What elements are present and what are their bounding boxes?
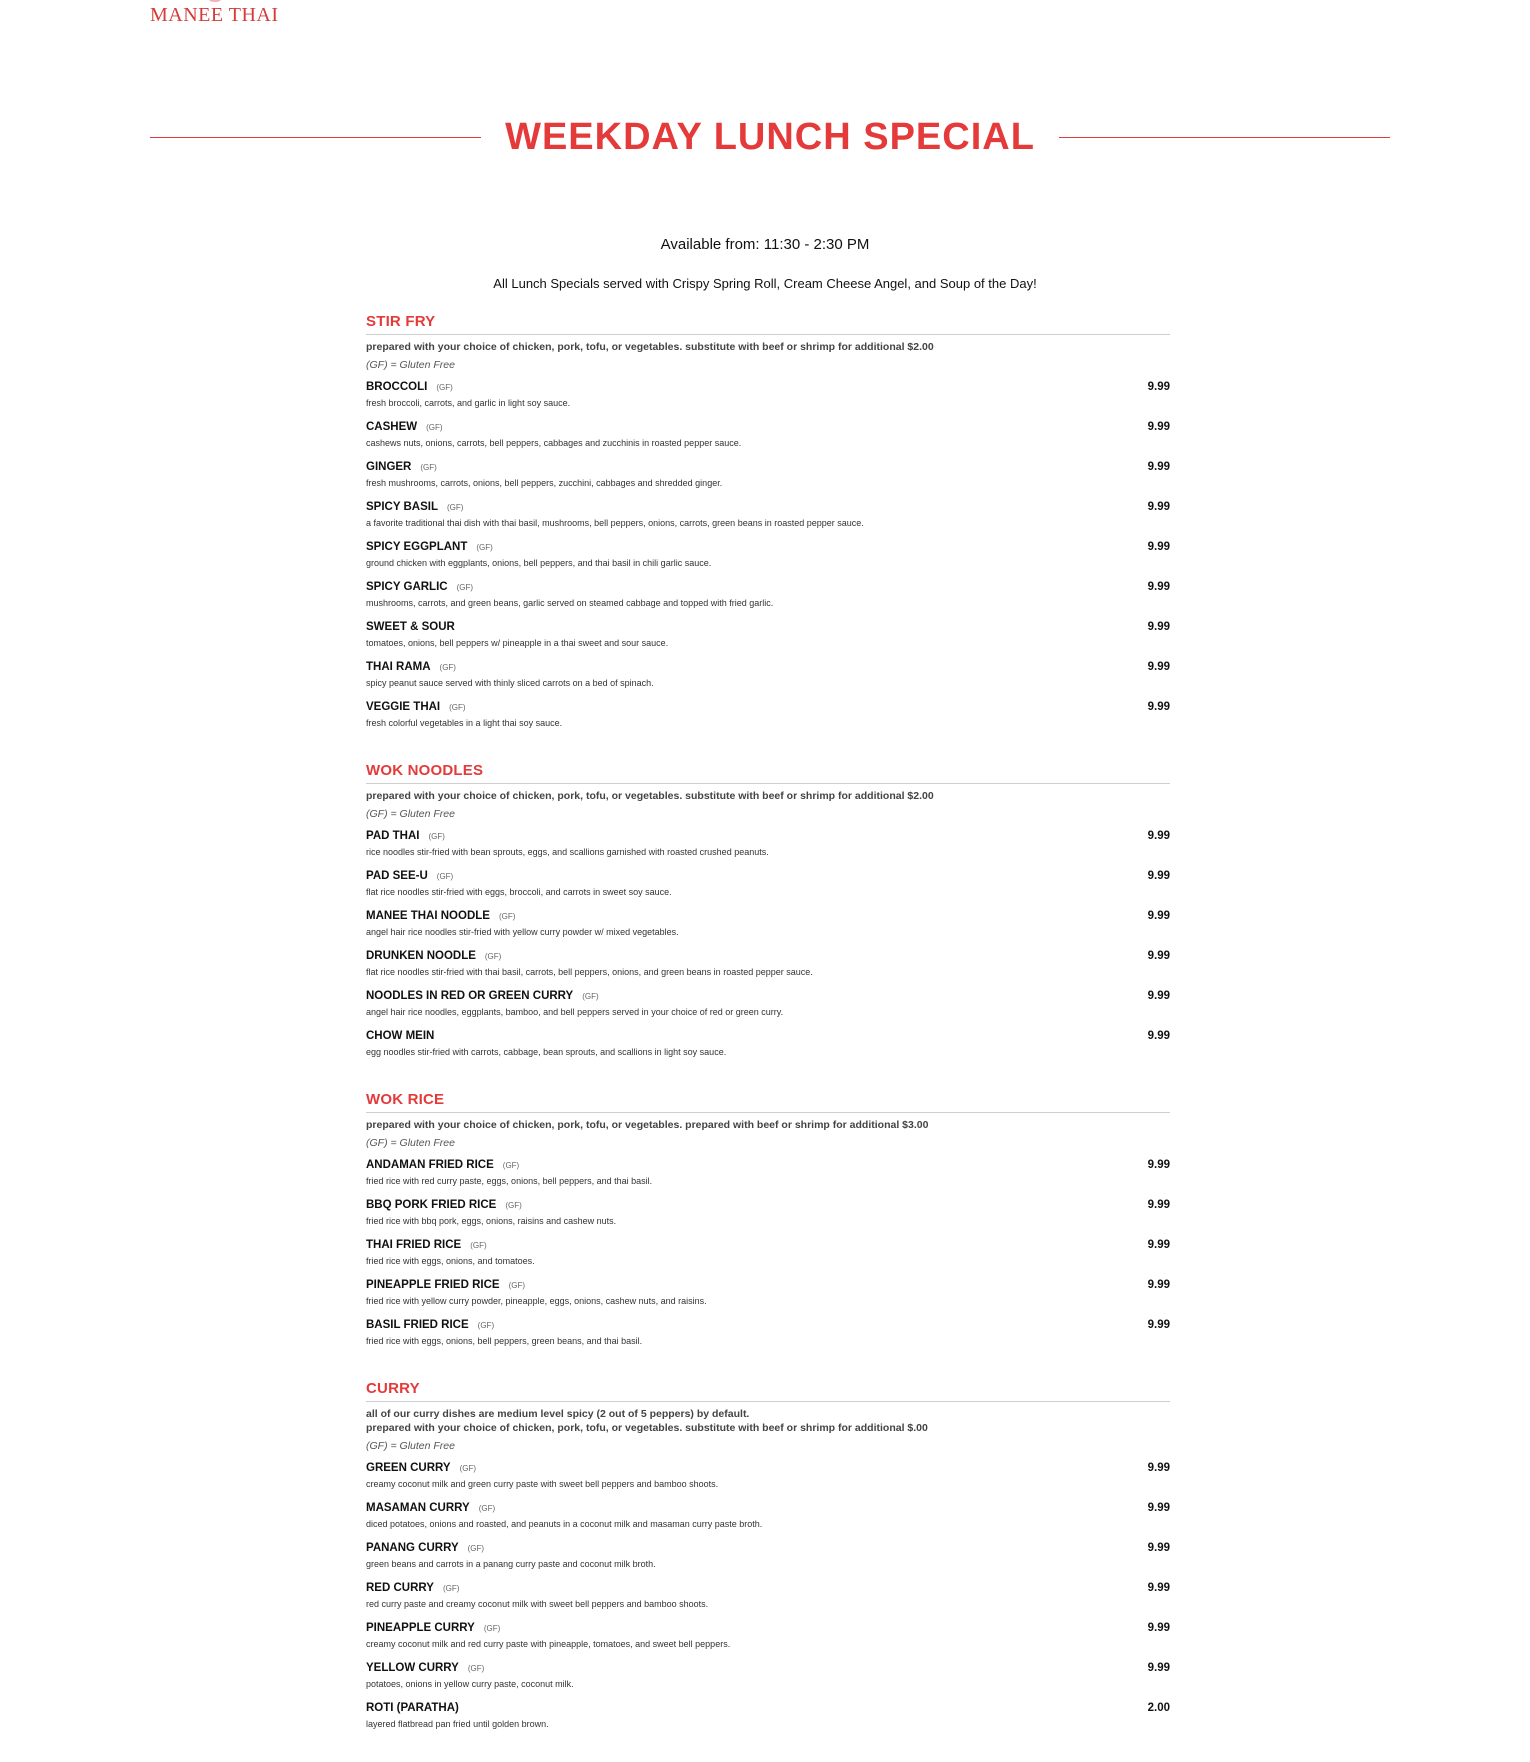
menu-item-description: creamy coconut milk and green curry paste with sweet bell peppers and bamboo shoots. bbox=[366, 1479, 719, 1489]
menu-item-price: 9.99 bbox=[1147, 661, 1170, 673]
menu-item-header bbox=[366, 950, 1170, 966]
menu-item-price: 9.99 bbox=[1147, 1542, 1170, 1554]
menu-item-header bbox=[366, 1462, 1170, 1478]
menu-item-price: 9.99 bbox=[1147, 1030, 1170, 1042]
menu-item-description: fried rice with eggs, onions, and tomatoes. bbox=[366, 1256, 535, 1266]
menu-item-name: PAD SEE-U bbox=[366, 870, 428, 882]
menu-item-list bbox=[366, 1462, 1170, 1742]
menu-item-header bbox=[366, 1662, 1170, 1678]
menu-item-price: 9.99 bbox=[1147, 1159, 1170, 1171]
menu-item-description: layered flatbread pan fried until golden brown. bbox=[366, 1719, 549, 1729]
menu-item-description: fried rice with eggs, onions, bell peppers, green beans, and thai basil. bbox=[366, 1336, 643, 1346]
menu-item-price: 9.99 bbox=[1147, 621, 1170, 633]
menu-item-header bbox=[366, 1159, 1170, 1175]
menu-item-header bbox=[366, 910, 1170, 926]
menu-item-description: fried rice with bbq pork, eggs, onions, raisins and cashew nuts. bbox=[366, 1216, 617, 1226]
menu-item-price: 9.99 bbox=[1147, 1622, 1170, 1634]
menu-item bbox=[366, 910, 1170, 950]
menu-item-description: angel hair rice noodles stir-fried with yellow curry powder w/ mixed vegetables. bbox=[366, 927, 679, 937]
menu-item-name: SPICY GARLIC bbox=[366, 581, 448, 593]
menu-item-name: THAI FRIED RICE bbox=[366, 1239, 462, 1251]
menu-item-header bbox=[366, 421, 1170, 437]
menu-item-name: PANANG CURRY bbox=[366, 1542, 459, 1554]
gluten-free-badge: (GF) bbox=[467, 1544, 485, 1553]
menu-item-price: 2.00 bbox=[1147, 1702, 1170, 1714]
menu-item-header bbox=[366, 1030, 1170, 1046]
section-title: WOK RICE bbox=[366, 1090, 1170, 1113]
menu-item bbox=[366, 1702, 1170, 1742]
gluten-free-badge: (GF) bbox=[502, 1161, 520, 1170]
gluten-free-badge: (GF) bbox=[420, 463, 437, 472]
menu-item-description: rice noodles stir-fried with bean sprouts, eggs, and scallions garnished with roasted crushed peanuts. bbox=[366, 847, 769, 857]
menu-item-price: 9.99 bbox=[1147, 1462, 1170, 1474]
menu-item-description: mushrooms, carrots, and green beans, garlic served on steamed cabbage and topped with fried garlic. bbox=[366, 598, 774, 608]
menu-item-header bbox=[366, 1279, 1170, 1295]
menu-item bbox=[366, 1030, 1170, 1070]
menu-item-price: 9.99 bbox=[1147, 990, 1170, 1002]
menu-item-name: BROCCOLI bbox=[366, 381, 428, 393]
section-title: STIR FRY bbox=[366, 312, 1170, 335]
menu-item-name: MANEE THAI NOODLE bbox=[366, 910, 490, 922]
menu-section bbox=[366, 1379, 1170, 1742]
menu-item bbox=[366, 701, 1170, 741]
menu-item-header bbox=[366, 1319, 1170, 1335]
gluten-free-badge: (GF) bbox=[505, 1201, 522, 1210]
menu-item-name: PINEAPPLE CURRY bbox=[366, 1622, 475, 1634]
menu-item-header bbox=[366, 870, 1170, 886]
menu-item-header bbox=[366, 1199, 1170, 1215]
menu-item-price: 9.99 bbox=[1147, 1279, 1170, 1291]
menu-item-header bbox=[366, 1582, 1170, 1598]
section-note: prepared with your choice of chicken, pork, tofu, or vegetables. substitute with beef or shrimp for additional $2.00 bbox=[366, 341, 934, 353]
menu-item-name: NOODLES IN RED OR GREEN CURRY bbox=[366, 990, 574, 1002]
menu-item bbox=[366, 1199, 1170, 1239]
menu-section bbox=[366, 312, 1170, 741]
menu-item-price: 9.99 bbox=[1147, 950, 1170, 962]
menu-item bbox=[366, 1542, 1170, 1582]
gluten-free-note: (GF) = Gluten Free bbox=[366, 359, 455, 371]
gluten-free-badge: (GF) bbox=[477, 1321, 495, 1330]
menu-item-description: cashews nuts, onions, carrots, bell peppers, cabbages and zucchinis in roasted pepper sauce. bbox=[366, 438, 742, 448]
menu-item-name: CHOW MEIN bbox=[366, 1030, 435, 1042]
menu-item bbox=[366, 541, 1170, 581]
menu-item bbox=[366, 830, 1170, 870]
menu-item-name: CASHEW bbox=[366, 421, 418, 433]
menu-item bbox=[366, 1662, 1170, 1702]
menu-item-price: 9.99 bbox=[1147, 1582, 1170, 1594]
menu-item-description: fresh broccoli, carrots, and garlic in light soy sauce. bbox=[366, 398, 571, 408]
menu-item-price: 9.99 bbox=[1147, 830, 1170, 842]
menu-item bbox=[366, 1159, 1170, 1199]
menu-item bbox=[366, 1622, 1170, 1662]
menu-item-price: 9.99 bbox=[1147, 701, 1170, 713]
menu-item-price: 9.99 bbox=[1147, 501, 1170, 513]
menu-item-description: flat rice noodles stir-fried with thai basil, carrots, bell peppers, onions, and green beans in roasted pepper sauce. bbox=[366, 967, 813, 977]
gluten-free-badge: (GF) bbox=[484, 952, 502, 961]
menu-item-name: RED CURRY bbox=[366, 1582, 434, 1594]
menu-item-description: spicy peanut sauce served with thinly sliced carrots on a bed of spinach. bbox=[366, 678, 654, 688]
menu-item bbox=[366, 501, 1170, 541]
gluten-free-badge: (GF) bbox=[436, 872, 454, 881]
gluten-free-badge: (GF) bbox=[476, 543, 493, 552]
menu-item-description: ground chicken with eggplants, onions, bell peppers, and thai basil in chili garlic sauce. bbox=[366, 558, 712, 568]
menu-item bbox=[366, 381, 1170, 421]
gluten-free-badge: (GF) bbox=[426, 423, 443, 432]
menu-item-name: THAI RAMA bbox=[366, 661, 431, 673]
menu-item-name: PINEAPPLE FRIED RICE bbox=[366, 1279, 500, 1291]
menu-item bbox=[366, 1582, 1170, 1622]
gluten-free-badge: (GF) bbox=[449, 703, 466, 712]
gluten-free-badge: (GF) bbox=[436, 383, 453, 392]
gluten-free-badge: (GF) bbox=[483, 1624, 501, 1633]
menu-item-name: SPICY EGGPLANT bbox=[366, 541, 468, 553]
menu-item-description: red curry paste and creamy coconut milk with sweet bell peppers and bamboo shoots. bbox=[366, 1599, 709, 1609]
menu-item-name: GREEN CURRY bbox=[366, 1462, 451, 1474]
brand-logo[interactable] bbox=[150, 0, 280, 30]
menu-item-description: creamy coconut milk and red curry paste with pineapple, tomatoes, and sweet bell peppers. bbox=[366, 1639, 731, 1649]
menu-item-list bbox=[366, 1159, 1170, 1359]
menu-item-price: 9.99 bbox=[1147, 461, 1170, 473]
menu-item-header bbox=[366, 1622, 1170, 1638]
menu-item-name: GINGER bbox=[366, 461, 412, 473]
menu-item-header bbox=[366, 1542, 1170, 1558]
menu-item-header bbox=[366, 381, 1170, 397]
menu-item-name: PAD THAI bbox=[366, 830, 420, 842]
title-row bbox=[150, 112, 1390, 162]
menu-item-description: flat rice noodles stir-fried with eggs, broccoli, and carrots in sweet soy sauce. bbox=[366, 887, 672, 897]
menu-item-header bbox=[366, 830, 1170, 846]
menu-item bbox=[366, 1279, 1170, 1319]
page-title: WEEKDAY LUNCH SPECIAL bbox=[505, 115, 1035, 158]
menu-item bbox=[366, 421, 1170, 461]
gluten-free-badge: (GF) bbox=[470, 1241, 487, 1250]
gluten-free-badge: (GF) bbox=[447, 503, 464, 512]
gluten-free-badge: (GF) bbox=[442, 1584, 460, 1593]
menu-item bbox=[366, 870, 1170, 910]
menu-item-name: DRUNKEN NOODLE bbox=[366, 950, 476, 962]
menu-item-name: BASIL FRIED RICE bbox=[366, 1319, 469, 1331]
menu-item-header bbox=[366, 541, 1170, 557]
gluten-free-badge: (GF) bbox=[582, 992, 599, 1001]
logo-text: MANEE THAI bbox=[150, 4, 279, 26]
menu-item bbox=[366, 1319, 1170, 1359]
menu-item bbox=[366, 990, 1170, 1030]
section-note: all of our curry dishes are medium level spicy (2 out of 5 peppers) by default. bbox=[366, 1408, 750, 1420]
menu-item bbox=[366, 1239, 1170, 1279]
menu-item-description: fresh mushrooms, carrots, onions, bell peppers, zucchini, cabbages and shredded ginger. bbox=[366, 478, 723, 488]
menu-item-description: fried rice with red curry paste, eggs, onions, bell peppers, and thai basil. bbox=[366, 1176, 653, 1186]
menu-item-list bbox=[366, 381, 1170, 741]
menu-item-description: egg noodles stir-fried with carrots, cabbage, bean sprouts, and scallions in light soy sauce. bbox=[366, 1047, 727, 1057]
menu-item-price: 9.99 bbox=[1147, 1502, 1170, 1514]
menu-item-description: diced potatoes, onions and roasted, and peanuts in a coconut milk and masaman curry paste broth. bbox=[366, 1519, 763, 1529]
menu-item-list bbox=[366, 830, 1170, 1070]
menu-item-name: MASAMAN CURRY bbox=[366, 1502, 470, 1514]
gluten-free-badge: (GF) bbox=[498, 912, 516, 921]
menu-item bbox=[366, 581, 1170, 621]
menu-item-name: ANDAMAN FRIED RICE bbox=[366, 1159, 494, 1171]
menu-section bbox=[366, 761, 1170, 1070]
availability-text: Available from: 11:30 - 2:30 PM bbox=[660, 236, 870, 253]
menu-item bbox=[366, 461, 1170, 501]
gluten-free-note: (GF) = Gluten Free bbox=[366, 1440, 455, 1452]
menu-item-price: 9.99 bbox=[1147, 381, 1170, 393]
menu-item-header bbox=[366, 1502, 1170, 1518]
menu-item-price: 9.99 bbox=[1147, 910, 1170, 922]
menu-item bbox=[366, 1502, 1170, 1542]
menu-item-header bbox=[366, 501, 1170, 517]
menu-item-description: fresh colorful vegetables in a light thai soy sauce. bbox=[366, 718, 563, 728]
section-note: prepared with your choice of chicken, pork, tofu, or vegetables. substitute with beef or shrimp for additional $2.00 bbox=[366, 790, 934, 802]
section-title: WOK NOODLES bbox=[366, 761, 1170, 784]
gluten-free-note: (GF) = Gluten Free bbox=[366, 808, 455, 820]
menu-item-name: ROTI (PARATHA) bbox=[366, 1702, 459, 1714]
gluten-free-note: (GF) = Gluten Free bbox=[366, 1137, 455, 1149]
menu-item bbox=[366, 621, 1170, 661]
section-note: prepared with your choice of chicken, pork, tofu, or vegetables. prepared with beef or shrimp for additional $3.00 bbox=[366, 1119, 929, 1131]
menu-item-description: fried rice with yellow curry powder, pineapple, eggs, onions, cashew nuts, and raisins. bbox=[366, 1296, 707, 1306]
menu-item-header bbox=[366, 581, 1170, 597]
menu-item-name: BBQ PORK FRIED RICE bbox=[366, 1199, 497, 1211]
title-divider-right bbox=[1059, 137, 1390, 138]
gluten-free-badge: (GF) bbox=[439, 663, 456, 672]
menu-item-price: 9.99 bbox=[1147, 1662, 1170, 1674]
menu-item-header bbox=[366, 1239, 1170, 1255]
menu-item-price: 9.99 bbox=[1147, 421, 1170, 433]
menu-item-name: VEGGIE THAI bbox=[366, 701, 441, 713]
menu-item-price: 9.99 bbox=[1147, 1239, 1170, 1251]
menu-item-header bbox=[366, 661, 1170, 677]
gluten-free-badge: (GF) bbox=[478, 1504, 496, 1513]
section-title: CURRY bbox=[366, 1379, 1170, 1402]
menu-item bbox=[366, 950, 1170, 990]
menu-item-header bbox=[366, 701, 1170, 717]
menu-item-description: tomatoes, onions, bell peppers w/ pineapple in a thai sweet and sour sauce. bbox=[366, 638, 669, 648]
menu-item-price: 9.99 bbox=[1147, 541, 1170, 553]
menu-item-description: angel hair rice noodles, eggplants, bamboo, and bell peppers served in your choice of red or green curry. bbox=[366, 1007, 784, 1017]
menu-item-header bbox=[366, 1702, 1170, 1718]
served-with-text: All Lunch Specials served with Crispy Spring Roll, Cream Cheese Angel, and Soup of the Day! bbox=[493, 276, 1037, 291]
menu bbox=[366, 312, 1170, 1762]
menu-item-header bbox=[366, 990, 1170, 1006]
gluten-free-badge: (GF) bbox=[456, 583, 474, 592]
title-divider-left bbox=[150, 137, 481, 138]
menu-item-description: potatoes, onions in yellow curry paste, coconut milk. bbox=[366, 1679, 574, 1689]
section-note: prepared with your choice of chicken, pork, tofu, or vegetables. substitute with beef or shrimp for additional $.00 bbox=[366, 1422, 928, 1434]
menu-item-header bbox=[366, 461, 1170, 477]
menu-section bbox=[366, 1090, 1170, 1359]
menu-item bbox=[366, 661, 1170, 701]
gluten-free-badge: (GF) bbox=[508, 1281, 525, 1290]
menu-item-name: YELLOW CURRY bbox=[366, 1662, 459, 1674]
menu-item bbox=[366, 1462, 1170, 1502]
lotus-icon bbox=[208, 0, 222, 2]
menu-item-price: 9.99 bbox=[1147, 1319, 1170, 1331]
menu-item-header bbox=[366, 621, 1170, 637]
menu-item-name: SPICY BASIL bbox=[366, 501, 438, 513]
gluten-free-badge: (GF) bbox=[459, 1464, 476, 1473]
menu-item-name: SWEET & SOUR bbox=[366, 621, 455, 633]
gluten-free-badge: (GF) bbox=[467, 1664, 485, 1673]
menu-item-price: 9.99 bbox=[1147, 1199, 1170, 1211]
menu-item-price: 9.99 bbox=[1147, 870, 1170, 882]
menu-item-description: green beans and carrots in a panang curry paste and coconut milk broth. bbox=[366, 1559, 656, 1569]
menu-item-description: a favorite traditional thai dish with thai basil, mushrooms, bell peppers, onions, carrots, green beans in roasted pepper sauce. bbox=[366, 518, 864, 528]
gluten-free-badge: (GF) bbox=[428, 832, 445, 841]
menu-item-price: 9.99 bbox=[1147, 581, 1170, 593]
